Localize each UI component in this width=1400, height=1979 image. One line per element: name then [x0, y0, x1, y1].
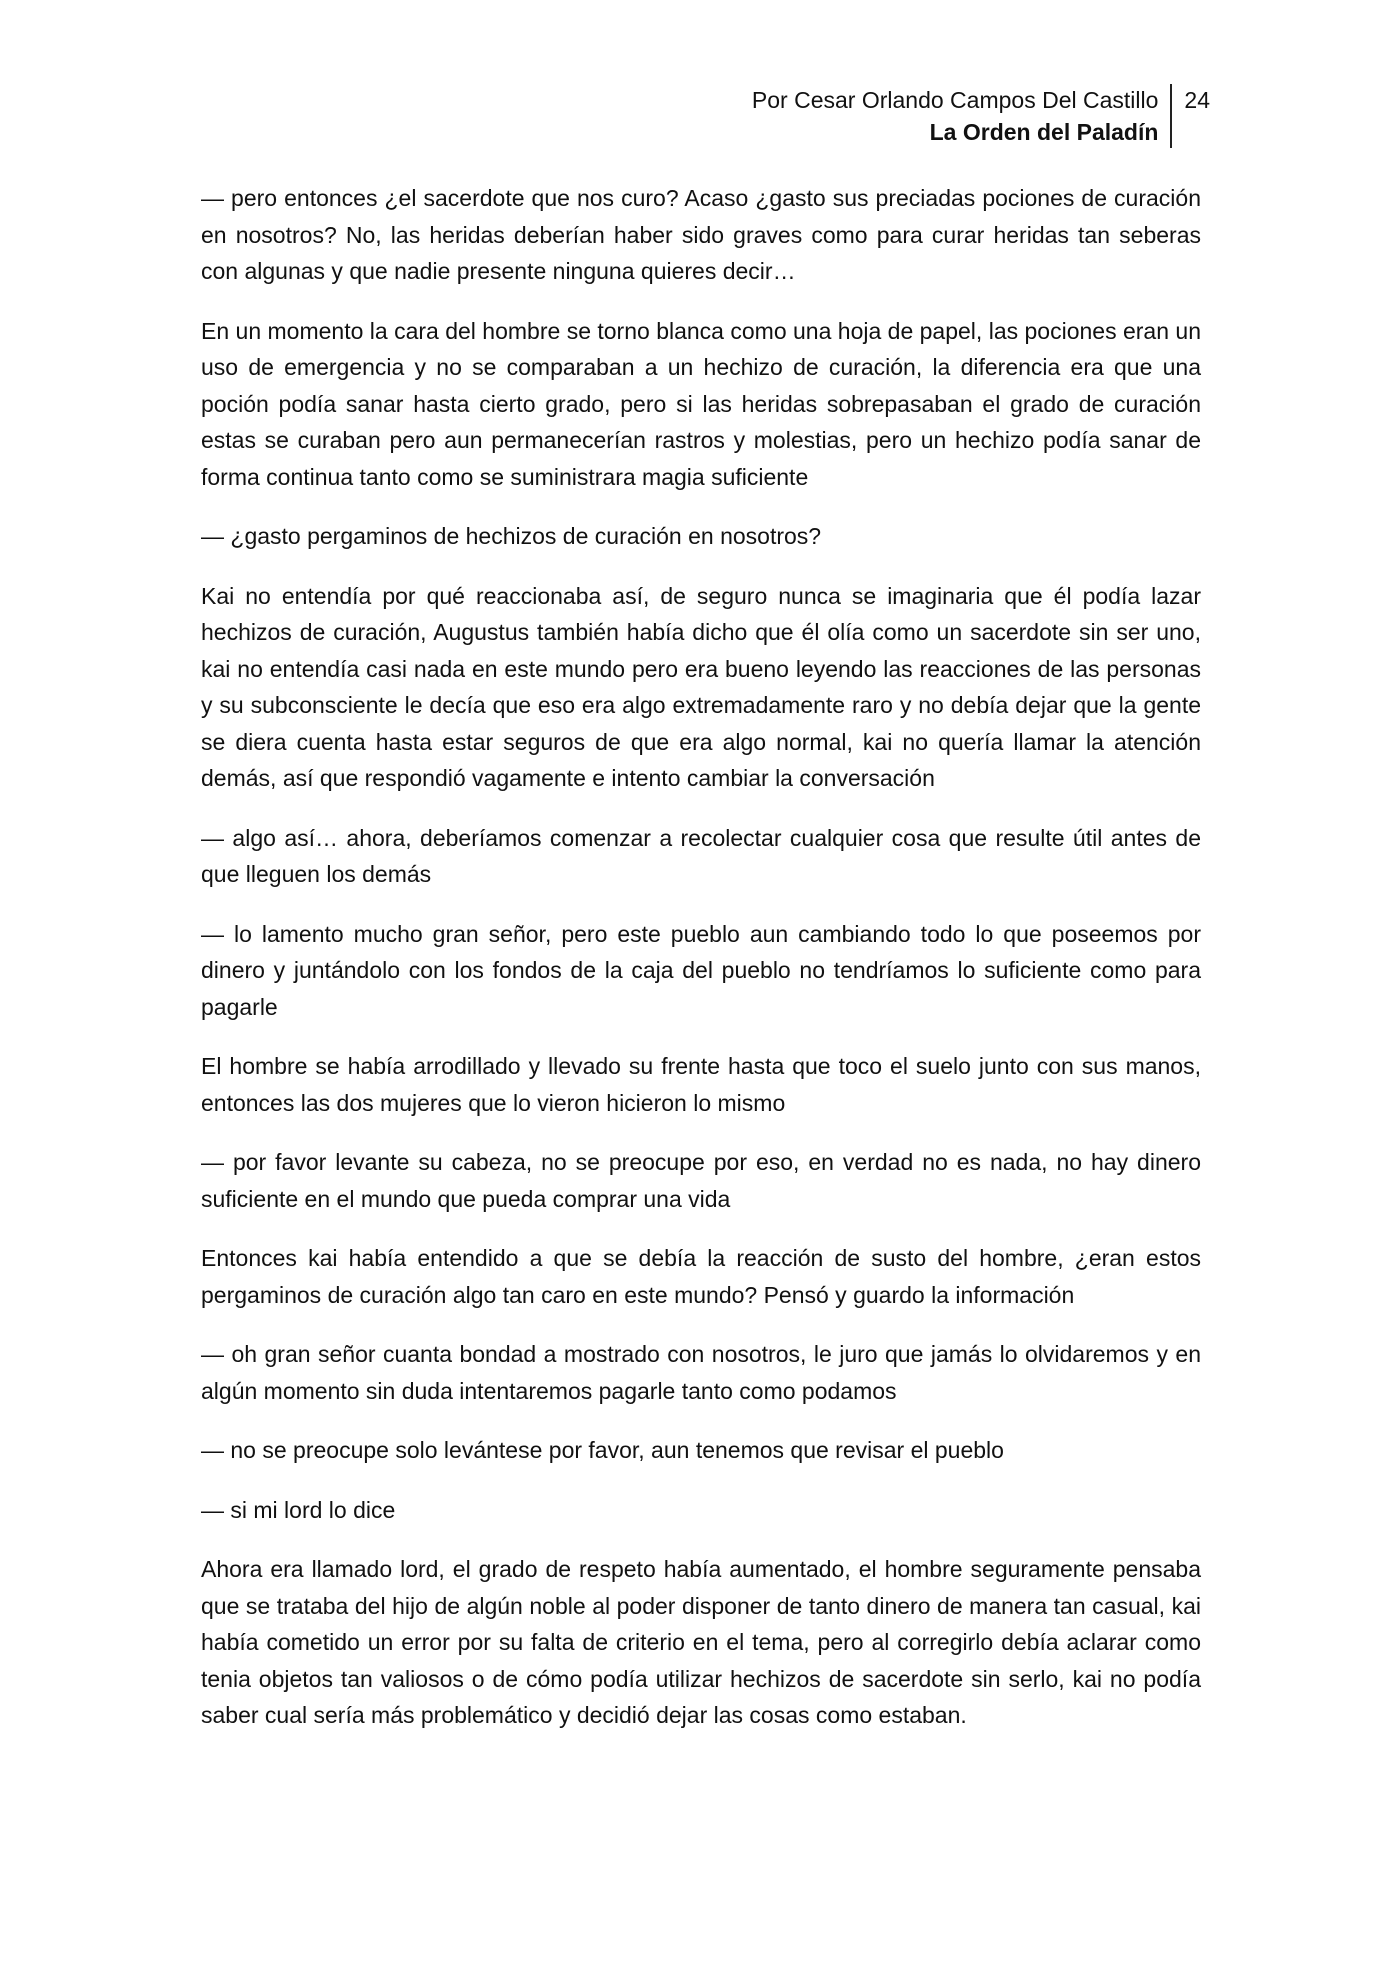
paragraph: En un momento la cara del hombre se torno blanca como una hoja de papel, las pociones eran un uso de emergencia y no se comparaban a un hechizo de curación, la diferencia era que una poción podía sanar hasta cierto grado, pero si las heridas sobrepasaban el grado de curación estas se curaban pero aun permanecerían rastros y molestias, pero un hechizo podía sanar de forma continua tanto como se suministrara magia suficiente [201, 317, 1201, 490]
body-text [201, 180, 1201, 1757]
header-author: Por Cesar Orlando Campos Del Castillo [751, 87, 1159, 113]
paragraph: Ahora era llamado lord, el grado de respeto había aumentado, el hombre seguramente pensaba que se trataba del hijo de algún noble al poder disponer de tanto dinero de manera tan casual, kai había cometido un error por su falta de criterio en el tema, pero al corregirlo debía aclarar como tenia objetos tan valiosos o de cómo podía utilizar hechizos de sacerdote sin serlo, kai no podía saber cual sería más problemático y decidió dejar las cosas como estaban. [201, 1556, 1201, 1728]
page-header [752, 84, 1210, 148]
paragraph: — por favor levante su cabeza, no se preocupe por eso, en verdad no es nada, no hay dinero suficiente en el mundo que pueda comprar una vida [201, 1149, 1201, 1212]
paragraph: — pero entonces ¿el sacerdote que nos curo? Acaso ¿gasto sus preciadas pociones de curación en nosotros? No, las heridas deberían haber sido graves como para curar heridas tan seberas con algunas y que nadie presente ninguna quieres decir… [201, 185, 1201, 284]
paragraph: Kai no entendía por qué reaccionaba así, de seguro nunca se imaginaria que él podía lazar hechizos de curación, Augustus también había dicho que él olía como un sacerdote sin ser uno, kai no entendía casi nada en este mundo pero era bueno leyendo las reacciones de las personas y su subconsciente le decía que eso era algo extremadamente raro y no debía dejar que la gente se diera cuenta hasta estar seguros de que era algo normal, kai no quería llamar la atención demás, así que respondió vagamente e intento cambiar la conversación [201, 582, 1201, 791]
paragraph: — no se preocupe solo levántese por favor, aun tenemos que revisar el pueblo [201, 1437, 1004, 1463]
paragraph: — ¿gasto pergaminos de hechizos de curación en nosotros? [201, 523, 822, 549]
paragraph: — lo lamento mucho gran señor, pero este pueblo aun cambiando todo lo que poseemos por dinero y juntándolo con los fondos de la caja del pueblo no tendríamos lo suficiente como para pagarle [201, 920, 1201, 1020]
paragraph: — algo así… ahora, deberíamos comenzar a recolectar cualquier cosa que resulte útil antes de que lleguen los demás [201, 824, 1201, 887]
page-number: 24 [1184, 87, 1210, 113]
paragraph: Entonces kai había entendido a que se debía la reacción de susto del hombre, ¿eran estos pergaminos de curación algo tan caro en este mundo? Pensó y guardo la información [201, 1245, 1201, 1308]
paragraph: — oh gran señor cuanta bondad a mostrado con nosotros, le juro que jamás lo olvidaremos y en algún momento sin duda intentaremos pagarle tanto como podamos [201, 1341, 1201, 1404]
header-text-block [752, 84, 1173, 148]
paragraph: — si mi lord lo dice [201, 1496, 396, 1523]
paragraph: El hombre se había arrodillado y llevado su frente hasta que toco el suelo junto con sus manos, entonces las dos mujeres que lo vieron hicieron lo mismo [201, 1053, 1201, 1116]
header-book-title: La Orden del Paladín [929, 119, 1159, 145]
